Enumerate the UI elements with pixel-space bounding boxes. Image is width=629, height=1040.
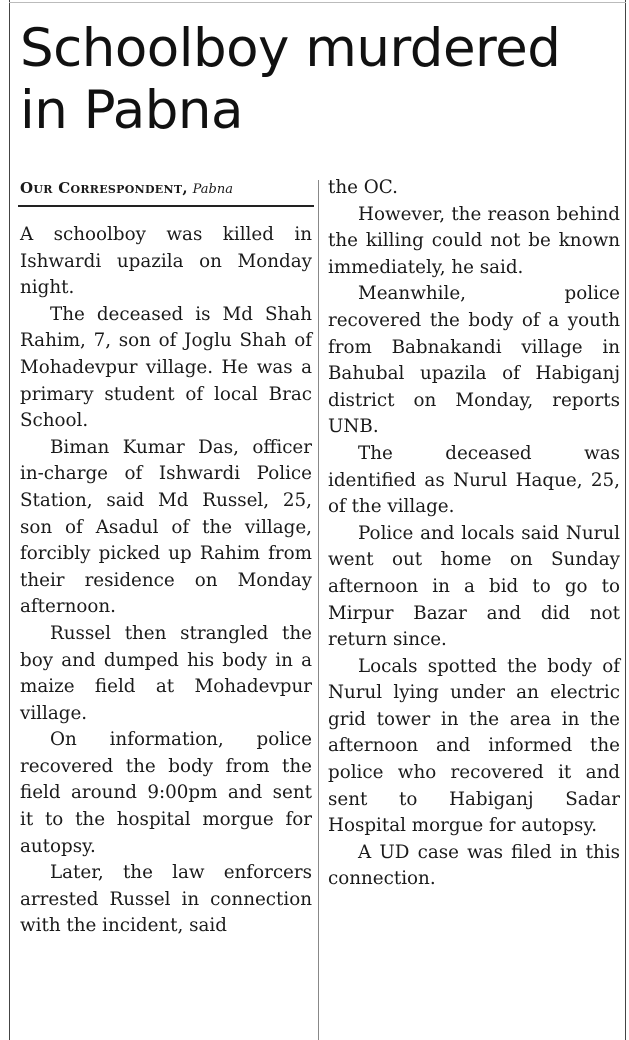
column-divider [318, 180, 319, 1040]
top-border [9, 2, 626, 3]
headline: Schoolboy murdered in Pabna [20, 18, 561, 141]
article-column-left [20, 222, 312, 940]
left-border [9, 0, 10, 1040]
byline-place: Pabna [192, 182, 233, 197]
paragraph: On information, police recovered the body from the field around 9:00pm and sent it to the hospital morgue for autopsy. [20, 729, 312, 857]
paragraph: Later, the law enforcers arrested Russel in connection with the incident, said [20, 862, 312, 937]
paragraph: Biman Kumar Das, officer in-charge of Ishwardi Police Station, said Md Russel, 25, son of Asadul of the village, forcibly picked up Rahim from their residence on Monday afternoon. [20, 436, 312, 618]
paragraph: Police and locals said Nurul went out home on Sunday afternoon in a bid to go to Mirpur Bazar and did not return since. [328, 522, 620, 651]
byline-name: Our Correspondent, [20, 179, 188, 197]
byline [20, 178, 310, 200]
paragraph: However, the reason behind the killing could not be known immediately, he said. [328, 203, 620, 278]
byline-rule [18, 205, 314, 207]
right-border [625, 0, 626, 1040]
article-column-right [328, 175, 620, 893]
paragraph: Russel then strangled the boy and dumped his body in a maize field at Mohadevpur village. [20, 622, 312, 724]
paragraph: The deceased was identified as Nurul Haque, 25, of the village. [328, 442, 620, 518]
paragraph: Locals spotted the body of Nurul lying under an electric grid tower in the area in the afternoon and informed the police who recovered it and sent to Habiganj Sadar Hospital morgue for autopsy. [328, 655, 620, 837]
paragraph: A UD case was filed in this connection. [328, 841, 620, 890]
paragraph: A schoolboy was killed in Ishwardi upazila on Monday night. [20, 224, 312, 299]
paragraph: the OC. [328, 177, 398, 198]
paragraph: The deceased is Md Shah Rahim, 7, son of Joglu Shah of Mohadevpur village. He was a primary student of local Brac School. [20, 303, 312, 432]
paragraph: Meanwhile, police recovered the body of a youth from Babnakandi village in Bahubal upazila of Habiganj district on Monday, reports UNB. [328, 283, 620, 438]
